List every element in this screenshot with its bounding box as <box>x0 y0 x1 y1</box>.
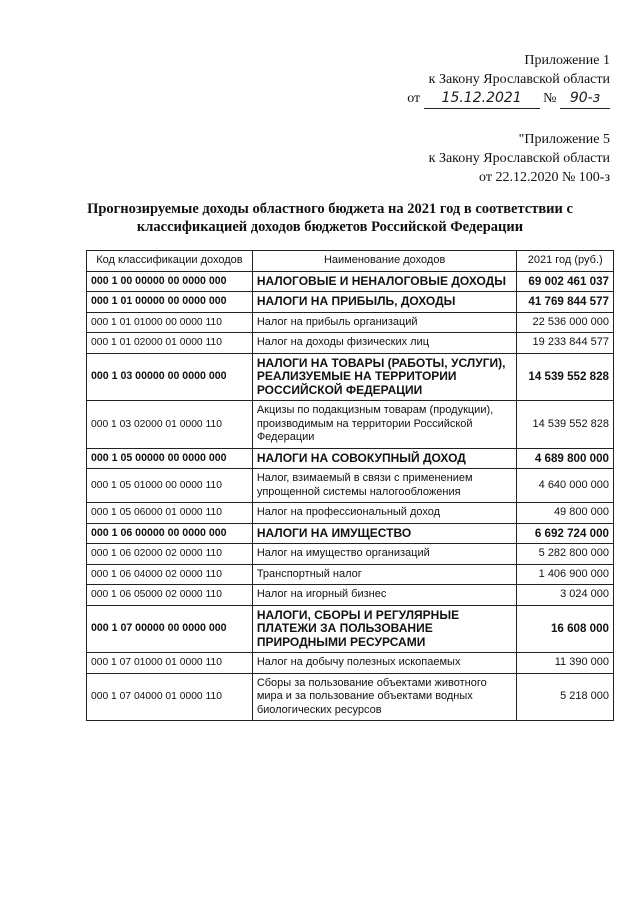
table-row <box>87 312 614 333</box>
number-label: № <box>543 91 557 106</box>
code-cell: 000 1 01 02000 01 0000 110 <box>87 333 253 354</box>
sum-cell: 4 689 800 000 <box>517 448 614 469</box>
sum-cell: 14 539 552 828 <box>517 401 614 449</box>
column-header-name: Наименование доходов <box>252 251 517 272</box>
code-cell: 000 1 06 04000 02 0000 110 <box>87 564 253 585</box>
name-cell: Налог, взимаемый в связи с применением упрощенной системы налогообложения <box>252 469 517 503</box>
handwritten-date: 15.12.2021 <box>424 89 540 109</box>
table-header-row <box>87 251 614 272</box>
table-row <box>87 292 614 313</box>
original-law-date: от 22.12.2020 № 100-з <box>479 170 610 185</box>
table-row <box>87 271 614 292</box>
name-cell: Налог на добычу полезных ископаемых <box>252 653 517 674</box>
name-cell: Налог на прибыль организаций <box>252 312 517 333</box>
sum-cell: 49 800 000 <box>517 503 614 524</box>
law-date-line <box>407 89 610 109</box>
name-cell: Налог на доходы физических лиц <box>252 333 517 354</box>
table-row <box>87 469 614 503</box>
name-cell: НАЛОГИ НА ТОВАРЫ (РАБОТЫ, УСЛУГИ), РЕАЛИЗУЕМЫЕ НА ТЕРРИТОРИИ РОССИЙСКОЙ ФЕДЕРАЦИИ <box>252 353 517 401</box>
sum-cell: 41 769 844 577 <box>517 292 614 313</box>
sum-cell: 5 282 800 000 <box>517 544 614 565</box>
name-cell: НАЛОГОВЫЕ И НЕНАЛОГОВЫЕ ДОХОДЫ <box>252 271 517 292</box>
table-row <box>87 401 614 449</box>
sum-cell: 11 390 000 <box>517 653 614 674</box>
code-cell: 000 1 07 00000 00 0000 000 <box>87 605 253 653</box>
table-row <box>87 605 614 653</box>
original-law-reference: к Закону Ярославской области <box>428 151 610 166</box>
sum-cell: 16 608 000 <box>517 605 614 653</box>
sum-cell: 1 406 900 000 <box>517 564 614 585</box>
name-cell: Налог на игорный бизнес <box>252 585 517 606</box>
table-row <box>87 673 614 721</box>
table-row <box>87 503 614 524</box>
document-title: Прогнозируемые доходы областного бюджета на 2021 год в соответствии с классификацией доходов бюджетов Российской Федерации <box>87 201 573 235</box>
handwritten-number: 90-з <box>560 89 610 109</box>
column-header-code: Код классификации доходов <box>87 251 253 272</box>
code-cell: 000 1 05 06000 01 0000 110 <box>87 503 253 524</box>
sum-cell: 22 536 000 000 <box>517 312 614 333</box>
code-cell: 000 1 07 01000 01 0000 110 <box>87 653 253 674</box>
sum-cell: 3 024 000 <box>517 585 614 606</box>
code-cell: 000 1 03 00000 00 0000 000 <box>87 353 253 401</box>
table-row <box>87 585 614 606</box>
name-cell: НАЛОГИ НА СОВОКУПНЫЙ ДОХОД <box>252 448 517 469</box>
code-cell: 000 1 03 02000 01 0000 110 <box>87 401 253 449</box>
sum-cell: 4 640 000 000 <box>517 469 614 503</box>
sum-cell: 6 692 724 000 <box>517 523 614 544</box>
appendix-number: Приложение 1 <box>524 53 610 68</box>
sum-cell: 19 233 844 577 <box>517 333 614 354</box>
table-row <box>87 653 614 674</box>
income-table <box>86 250 614 721</box>
table-row <box>87 523 614 544</box>
original-appendix-header <box>429 130 610 187</box>
name-cell: Сборы за пользование объектами животного мира и за пользование объектами водных биологических ресурсов <box>252 673 517 721</box>
code-cell: 000 1 06 02000 02 0000 110 <box>87 544 253 565</box>
table-row <box>87 564 614 585</box>
code-cell: 000 1 00 00000 00 0000 000 <box>87 271 253 292</box>
name-cell: НАЛОГИ, СБОРЫ И РЕГУЛЯРНЫЕ ПЛАТЕЖИ ЗА ПОЛЬЗОВАНИЕ ПРИРОДНЫМИ РЕСУРСАМИ <box>252 605 517 653</box>
name-cell: Транспортный налог <box>252 564 517 585</box>
code-cell: 000 1 05 01000 00 0000 110 <box>87 469 253 503</box>
original-appendix-number: "Приложение 5 <box>518 132 610 147</box>
name-cell: НАЛОГИ НА ИМУЩЕСТВО <box>252 523 517 544</box>
name-cell: НАЛОГИ НА ПРИБЫЛЬ, ДОХОДЫ <box>252 292 517 313</box>
code-cell: 000 1 06 00000 00 0000 000 <box>87 523 253 544</box>
code-cell: 000 1 01 01000 00 0000 110 <box>87 312 253 333</box>
table-row <box>87 544 614 565</box>
code-cell: 000 1 05 00000 00 0000 000 <box>87 448 253 469</box>
code-cell: 000 1 06 05000 02 0000 110 <box>87 585 253 606</box>
name-cell: Акцизы по подакцизным товарам (продукции), производимым на территории Российской Федерации <box>252 401 517 449</box>
sum-cell: 14 539 552 828 <box>517 353 614 401</box>
name-cell: Налог на профессиональный доход <box>252 503 517 524</box>
code-cell: 000 1 01 00000 00 0000 000 <box>87 292 253 313</box>
table-row <box>87 353 614 401</box>
from-label: от <box>407 91 421 106</box>
sum-cell: 69 002 461 037 <box>517 271 614 292</box>
sum-cell: 5 218 000 <box>517 673 614 721</box>
name-cell: Налог на имущество организаций <box>252 544 517 565</box>
table-row <box>87 333 614 354</box>
appendix-header <box>407 51 610 109</box>
column-header-sum: 2021 год (руб.) <box>517 251 614 272</box>
table-row <box>87 448 614 469</box>
code-cell: 000 1 07 04000 01 0000 110 <box>87 673 253 721</box>
law-reference: к Закону Ярославской области <box>428 72 610 87</box>
